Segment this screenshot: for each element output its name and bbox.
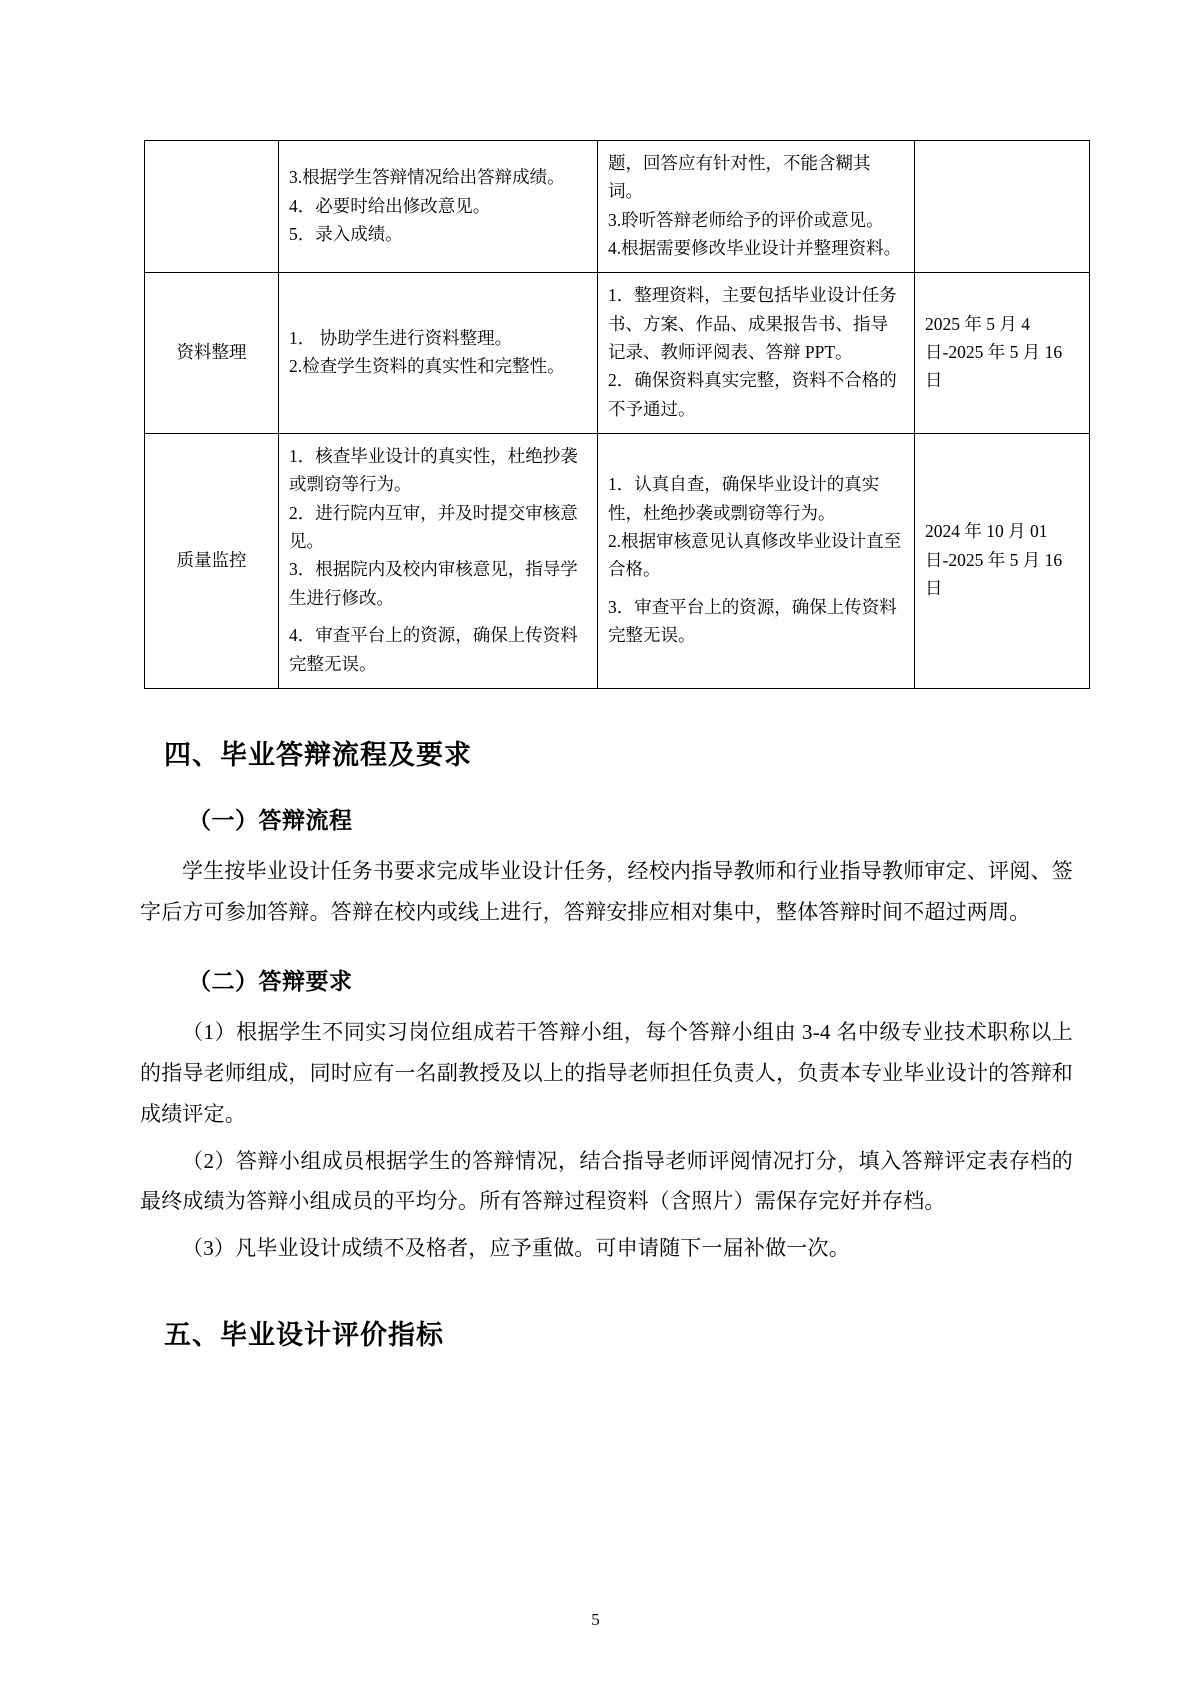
stage-text: 资料整理 xyxy=(176,342,247,363)
section-heading-four: 四、毕业答辩流程及要求 xyxy=(164,739,472,771)
table-cell-stage xyxy=(145,273,279,434)
table-cell-teacher xyxy=(279,141,598,273)
teacher-line: 2．进行院内互审，并及时提交审核意见。 xyxy=(289,502,578,552)
teacher-line: 4．审查平台上的资源，确保上传资料完整无误。 xyxy=(289,625,578,674)
teacher-line: 3.根据学生答辩情况给出答辩成绩。 xyxy=(289,167,565,188)
student-line: 3．审查平台上的资源，确保上传资料完整无误。 xyxy=(608,596,897,646)
teacher-line: 4．必要时给出修改意见。 xyxy=(289,195,491,216)
table-row xyxy=(145,141,1090,273)
stage-text: 质量监控 xyxy=(176,549,247,570)
section-heading-five: 五、毕业设计评价指标 xyxy=(164,1320,444,1352)
student-line: 1．整理资料，主要包括毕业设计任务书、方案、作品、成果报告书、指导记录、教师评阅表、答辩 PPT。 xyxy=(608,285,897,363)
subsection-heading-defense-requirements: （二）答辩要求 xyxy=(188,968,353,995)
student-line: 2.根据审核意见认真修改毕业设计直至合格。 xyxy=(608,531,902,580)
table-cell-student xyxy=(598,273,915,434)
teacher-line: 1．核查毕业设计的真实性，杜绝抄袭或剽窃等行为。 xyxy=(289,446,578,495)
table-cell-date xyxy=(915,273,1090,434)
date-text: 2024 年 10 月 01 日-2025 年 5 月 16 日 xyxy=(925,521,1063,599)
student-line: 题，回答应有针对性，不能含糊其词。 xyxy=(608,153,871,202)
page-number: 5 xyxy=(591,1610,600,1629)
teacher-line: 1． 协助学生进行资料整理。 xyxy=(289,327,513,348)
responsibilities-table xyxy=(144,140,1090,689)
table-cell-student xyxy=(598,434,915,689)
table-cell-teacher xyxy=(279,434,598,689)
subsection-heading-defense-process: （一）答辩流程 xyxy=(188,807,353,834)
table-row xyxy=(145,273,1090,434)
paragraph-requirement-2: （2）答辩小组成员根据学生的答辩情况，结合指导老师评阅情况打分，填入答辩评定表存档的最终成绩为答辩小组成员的平均分。所有答辩过程资料（含照片）需保存完好并存档。 xyxy=(140,1148,1073,1214)
paragraph-defense-process: 学生按毕业设计任务书要求完成毕业设计任务，经校内指导教师和行业指导教师审定、评阅、签字后方可参加答辩。答辩在校内或线上进行，答辩安排应相对集中，整体答辩时间不超过两周。 xyxy=(140,858,1073,924)
paragraph-requirement-1: （1）根据学生不同实习岗位组成若干答辩小组，每个答辩小组由 3-4 名中级专业技术职称以上的指导老师组成，同时应有一名副教授及以上的指导老师担任负责人，负责本专业毕业设计的答辩和成绩评定。 xyxy=(140,1019,1073,1126)
teacher-line: 5．录入成绩。 xyxy=(289,223,403,244)
table-cell-date xyxy=(915,434,1090,689)
student-line: 3.聆听答辩老师给予的评价或意见。 xyxy=(608,209,884,230)
paragraph-requirement-3: （3）凡毕业设计成绩不及格者，应予重做。可申请随下一届补做一次。 xyxy=(182,1236,850,1261)
student-line: 4.根据需要修改毕业设计并整理资料。 xyxy=(608,238,902,259)
table-cell-student xyxy=(598,141,915,273)
table-row xyxy=(145,434,1090,689)
student-line: 2．确保资料真实完整，资料不合格的不予通过。 xyxy=(608,370,897,419)
student-line: 1．认真自查，确保毕业设计的真实性，杜绝抄袭或剽窃等行为。 xyxy=(608,474,880,523)
table-cell-teacher xyxy=(279,273,598,434)
table-cell-date xyxy=(915,141,1090,273)
date-text: 2025 年 5 月 4 日-2025 年 5 月 16 日 xyxy=(925,313,1063,391)
teacher-line: 3．根据院内及校内审核意见，指导学生进行修改。 xyxy=(289,559,578,608)
table-cell-stage xyxy=(145,434,279,689)
table-cell-stage xyxy=(145,141,279,273)
teacher-line: 2.检查学生资料的真实性和完整性。 xyxy=(289,356,565,377)
